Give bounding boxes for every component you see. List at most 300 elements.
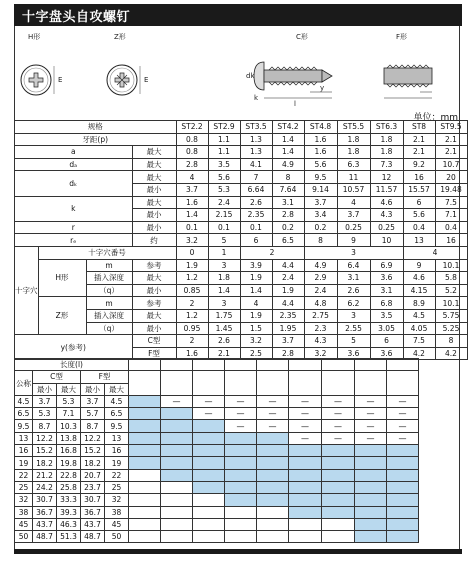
unavailable-dash-cell: —: [193, 408, 225, 420]
table-row: [15, 432, 419, 444]
length-cmin-cell: 48.7: [33, 531, 57, 543]
available-cell: [225, 469, 257, 481]
length-nom-cell: 19: [15, 457, 33, 469]
table-cell: 1.8: [337, 146, 370, 159]
bottom-bar: [14, 549, 462, 554]
min-header: 最小: [33, 383, 57, 395]
table-cell: 0.1: [240, 221, 272, 234]
table-row: [15, 196, 468, 209]
available-cell: [387, 518, 419, 530]
table-cell: 2: [176, 335, 208, 348]
blank-cell: [257, 359, 289, 371]
blank-cell: [129, 518, 161, 530]
length-fmax-cell: 16: [105, 445, 129, 457]
table-row: [15, 445, 419, 457]
unavailable-dash-cell: —: [257, 408, 289, 420]
size-header-cell: ST9.5: [435, 121, 467, 134]
length-cmin-cell: 15.2: [33, 445, 57, 457]
blank-cell: [129, 494, 161, 506]
available-cell: [355, 481, 387, 493]
row-label: y(参考): [15, 335, 133, 360]
available-cell: [257, 432, 289, 444]
table-cell: 4.5: [403, 309, 435, 322]
row-sublabel: 最小: [132, 209, 176, 222]
table-cell: 1.8: [337, 133, 370, 146]
table-cell: 10.1: [435, 297, 467, 310]
table-cell: 7.5: [403, 335, 435, 348]
length-fmax-cell: 6.5: [105, 408, 129, 420]
size-header-cell: ST6.3: [370, 121, 403, 134]
length-nom-cell: 13: [15, 432, 33, 444]
length-nom-cell: 25: [15, 481, 33, 493]
length-cmax-cell: 25.8: [57, 481, 81, 493]
length-cmin-cell: 18.2: [33, 457, 57, 469]
recess-no-cell: 4: [403, 246, 467, 259]
table-cell: 4.2: [435, 347, 467, 360]
blank-cell: [225, 531, 257, 543]
table-cell: 1.6: [304, 133, 337, 146]
table-cell: 1.4: [272, 133, 304, 146]
size-header-cell: ST2.9: [208, 121, 240, 134]
available-cell: [387, 531, 419, 543]
available-cell: [355, 469, 387, 481]
blank-cell: [161, 494, 193, 506]
length-nom-cell: 16: [15, 445, 33, 457]
length-fmin-cell: 3.7: [81, 395, 105, 407]
table-cell: 3.6: [370, 347, 403, 360]
table-cell: 0.2: [304, 221, 337, 234]
row-sublabel: 最大: [132, 171, 176, 184]
e-label-h: E: [58, 76, 63, 84]
table-cell: 5.6: [403, 209, 435, 222]
blank-cell: [161, 531, 193, 543]
blank-cell: [289, 531, 322, 543]
table-cell: 11.57: [370, 183, 403, 196]
z-head-icon: [107, 65, 137, 95]
length-cmin-cell: 3.7: [33, 395, 57, 407]
available-cell: [387, 506, 419, 518]
length-cmax-cell: 16.8: [57, 445, 81, 457]
blank-cell: [225, 371, 257, 396]
row-label: a: [15, 146, 133, 159]
blank-cell: [193, 494, 225, 506]
row-label: k: [15, 196, 133, 221]
length-table: [14, 358, 419, 543]
max-header: 最大: [57, 383, 81, 395]
table-cell: 4.3: [370, 209, 403, 222]
row-sublabel: 最小: [132, 221, 176, 234]
available-cell: [129, 457, 161, 469]
length-fmin-cell: 12.2: [81, 432, 105, 444]
unit-label: 单位：mm: [413, 113, 458, 123]
table-cell: 2.4: [208, 196, 240, 209]
table-cell: 9.2: [403, 158, 435, 171]
row-label: dₐ: [15, 158, 133, 171]
f-type-label: F形: [396, 33, 408, 41]
table-row: [15, 234, 468, 247]
table-cell: 4.2: [403, 347, 435, 360]
unavailable-dash-cell: —: [225, 408, 257, 420]
blank-cell: [161, 518, 193, 530]
table-cell: 3: [337, 309, 370, 322]
available-cell: [129, 420, 161, 432]
blank-cell: [355, 359, 387, 371]
table-cell: 4.15: [403, 284, 435, 297]
blank-cell: [355, 371, 387, 396]
length-fmin-cell: 18.2: [81, 457, 105, 469]
length-nom-cell: 45: [15, 518, 33, 530]
length-fmax-cell: 13: [105, 432, 129, 444]
page-title: 十字盘头自攻螺钉: [22, 10, 131, 25]
length-cmin-cell: 21.2: [33, 469, 57, 481]
table-cell: 3.9: [240, 259, 272, 272]
length-cmax-cell: 5.3: [57, 395, 81, 407]
table-cell: 1.8: [370, 146, 403, 159]
available-cell: [161, 469, 193, 481]
available-cell: [322, 457, 355, 469]
unavailable-dash-cell: —: [387, 420, 419, 432]
length-fmin-cell: 30.7: [81, 494, 105, 506]
table-cell: 5.25: [435, 322, 467, 335]
table-cell: 2.8: [176, 158, 208, 171]
screw-diagrams: [14, 30, 460, 112]
length-fmax-cell: 19: [105, 457, 129, 469]
c-screw-icon: [254, 62, 332, 98]
blank-cell: [289, 359, 322, 371]
table-cell: 1.9: [272, 284, 304, 297]
recess-group-label: 十字穴: [15, 246, 39, 334]
unavailable-dash-cell: —: [289, 420, 322, 432]
row-sublabel: F型: [132, 347, 176, 360]
table-cell: 2.9: [304, 272, 337, 285]
available-cell: [387, 457, 419, 469]
length-cmin-cell: 43.7: [33, 518, 57, 530]
length-cmax-cell: 10.3: [57, 420, 81, 432]
blank-cell: [225, 506, 257, 518]
available-cell: [257, 494, 289, 506]
table-row: [15, 420, 419, 432]
row-sublabel: 最小: [132, 322, 176, 335]
table-cell: 3.2: [240, 335, 272, 348]
available-cell: [257, 481, 289, 493]
table-cell: 4.4: [272, 259, 304, 272]
table-cell: 4.4: [272, 297, 304, 310]
table-cell: 4.9: [304, 259, 337, 272]
table-cell: 3.7: [272, 335, 304, 348]
blank-cell: [225, 518, 257, 530]
unavailable-dash-cell: —: [387, 408, 419, 420]
blank-cell: [322, 359, 355, 371]
length-cmin-cell: 12.2: [33, 432, 57, 444]
spec-table: [14, 120, 468, 360]
available-cell: [289, 445, 322, 457]
recess-no-cell: 1: [208, 246, 240, 259]
recess-type-label: H形: [38, 259, 86, 297]
length-cmax-cell: 39.3: [57, 506, 81, 518]
unavailable-dash-cell: —: [225, 395, 257, 407]
row-label: m: [86, 259, 132, 272]
size-header-cell: ST4.8: [304, 121, 337, 134]
blank-cell: [129, 531, 161, 543]
table-cell: 16: [403, 171, 435, 184]
length-cmin-cell: 36.7: [33, 506, 57, 518]
table-row: [15, 335, 468, 348]
blank-cell: [193, 359, 225, 371]
table-cell: 3.05: [370, 322, 403, 335]
available-cell: [193, 481, 225, 493]
unavailable-dash-cell: —: [355, 408, 387, 420]
table-row: [15, 359, 419, 371]
length-fmin-cell: 36.7: [81, 506, 105, 518]
table-cell: 2.8: [272, 347, 304, 360]
table-row: [15, 518, 419, 530]
table-cell: 2.6: [240, 196, 272, 209]
table-cell: 9: [337, 234, 370, 247]
table-cell: 0.8: [176, 133, 208, 146]
table-cell: 3.6: [337, 347, 370, 360]
size-header-cell: ST8: [403, 121, 435, 134]
table-cell: 0.85: [176, 284, 208, 297]
blank-cell: [129, 371, 161, 396]
length-fmax-cell: 32: [105, 494, 129, 506]
table-cell: 3.7: [176, 183, 208, 196]
table-cell: 4: [176, 171, 208, 184]
table-cell: 4.6: [403, 272, 435, 285]
row-sublabel: 最大: [132, 272, 176, 285]
table-cell: 2.35: [272, 309, 304, 322]
available-cell: [355, 506, 387, 518]
row-sublabel: 参考: [132, 259, 176, 272]
available-cell: [387, 494, 419, 506]
table-cell: 7.5: [435, 196, 467, 209]
available-cell: [387, 481, 419, 493]
table-cell: 2: [176, 297, 208, 310]
table-cell: 4.8: [304, 297, 337, 310]
blank-cell: [161, 481, 193, 493]
table-cell: 3.1: [337, 272, 370, 285]
y-label: y: [320, 84, 325, 92]
unavailable-dash-cell: —: [387, 395, 419, 407]
length-nom-cell: 50: [15, 531, 33, 543]
available-cell: [322, 469, 355, 481]
size-header-cell: ST3.5: [240, 121, 272, 134]
row-label: r: [15, 221, 133, 234]
h-head-icon: [21, 65, 51, 95]
table-cell: 5.8: [435, 272, 467, 285]
table-cell: 7.3: [370, 158, 403, 171]
available-cell: [225, 432, 257, 444]
table-cell: 9.14: [304, 183, 337, 196]
table-cell: 2.4: [304, 284, 337, 297]
table-cell: 4.9: [272, 158, 304, 171]
available-cell: [289, 469, 322, 481]
unavailable-dash-cell: —: [322, 395, 355, 407]
available-cell: [129, 432, 161, 444]
table-cell: 1.8: [208, 272, 240, 285]
e-label-z: E: [144, 76, 149, 84]
unavailable-dash-cell: —: [322, 420, 355, 432]
recess-no-cell: 3: [304, 246, 403, 259]
blank-cell: [289, 518, 322, 530]
unavailable-dash-cell: —: [161, 395, 193, 407]
recess-no-label: 十字穴番号: [38, 246, 176, 259]
table-cell: 1.6: [304, 146, 337, 159]
length-header: 长度(l): [15, 359, 129, 371]
table-cell: 0.25: [337, 221, 370, 234]
blank-cell: [193, 531, 225, 543]
recess-type-label: Z形: [38, 297, 86, 335]
row-label: （q）: [86, 322, 132, 335]
blank-cell: [322, 518, 355, 530]
available-cell: [193, 420, 225, 432]
length-fmin-cell: 8.7: [81, 420, 105, 432]
table-cell: 0.25: [370, 221, 403, 234]
table-cell: 6.5: [272, 234, 304, 247]
available-cell: [161, 457, 193, 469]
available-cell: [355, 494, 387, 506]
table-cell: 1.4: [176, 209, 208, 222]
table-cell: 6.9: [370, 259, 403, 272]
table-cell: 4: [240, 297, 272, 310]
available-cell: [322, 481, 355, 493]
length-nom-cell: 22: [15, 469, 33, 481]
length-nom-cell: 6.5: [15, 408, 33, 420]
table-cell: 8: [435, 335, 467, 348]
unavailable-dash-cell: —: [193, 395, 225, 407]
size-header-cell: ST5.5: [337, 121, 370, 134]
row-sublabel: 最大: [132, 196, 176, 209]
blank-cell: [289, 371, 322, 396]
table-row: [15, 146, 468, 159]
length-fmin-cell: 43.7: [81, 518, 105, 530]
table-cell: 0.1: [208, 221, 240, 234]
table-cell: 6: [370, 335, 403, 348]
length-cmin-cell: 8.7: [33, 420, 57, 432]
table-cell: 1.6: [176, 347, 208, 360]
table-cell: 13: [403, 234, 435, 247]
table-row: [15, 531, 419, 543]
available-cell: [129, 445, 161, 457]
f-screw-icon: [384, 65, 432, 98]
table-row: [15, 171, 468, 184]
blank-cell: [161, 359, 193, 371]
available-cell: [225, 445, 257, 457]
table-cell: 2.1: [403, 146, 435, 159]
available-cell: [289, 494, 322, 506]
table-cell: 5: [337, 335, 370, 348]
row-sublabel: 最小: [132, 183, 176, 196]
available-cell: [225, 457, 257, 469]
length-fmax-cell: 22: [105, 469, 129, 481]
table-cell: 2.75: [304, 309, 337, 322]
table-cell: 7: [240, 171, 272, 184]
table-cell: 2.6: [208, 335, 240, 348]
available-cell: [322, 445, 355, 457]
row-label: m: [86, 297, 132, 310]
table-cell: 1.4: [272, 146, 304, 159]
available-cell: [355, 531, 387, 543]
length-cmax-cell: 33.3: [57, 494, 81, 506]
length-fmin-cell: 15.2: [81, 445, 105, 457]
row-label: dₖ: [15, 171, 133, 196]
table-cell: 7.64: [272, 183, 304, 196]
blank-cell: [257, 371, 289, 396]
blank-cell: [257, 518, 289, 530]
table-row: [15, 469, 419, 481]
table-cell: 4.6: [370, 196, 403, 209]
table-cell: 0.1: [176, 221, 208, 234]
table-row: [15, 371, 419, 383]
table-cell: 4.3: [304, 335, 337, 348]
blank-cell: [193, 371, 225, 396]
length-fmin-cell: 20.7: [81, 469, 105, 481]
table-cell: 1.1: [208, 133, 240, 146]
blank-cell: [257, 531, 289, 543]
table-cell: 2.6: [337, 284, 370, 297]
table-cell: 5.75: [435, 309, 467, 322]
table-row: [15, 506, 419, 518]
available-cell: [257, 457, 289, 469]
table-row: [15, 494, 419, 506]
length-nom-cell: 32: [15, 494, 33, 506]
blank-cell: [387, 371, 419, 396]
table-cell: 1.45: [208, 322, 240, 335]
blank-cell: [193, 518, 225, 530]
screw-drawing-svg: [14, 30, 460, 112]
table-cell: 8: [272, 171, 304, 184]
blank-cell: [193, 506, 225, 518]
length-fmax-cell: 4.5: [105, 395, 129, 407]
table-cell: 2.4: [272, 272, 304, 285]
row-sublabel: 最大: [132, 158, 176, 171]
length-fmax-cell: 9.5: [105, 420, 129, 432]
row-sublabel: 约: [132, 234, 176, 247]
blank-cell: [387, 359, 419, 371]
table-cell: 6.8: [370, 297, 403, 310]
length-cmax-cell: 19.8: [57, 457, 81, 469]
table-cell: 11: [337, 171, 370, 184]
table-cell: 1.9: [240, 309, 272, 322]
table-cell: 2.55: [337, 322, 370, 335]
unavailable-dash-cell: —: [289, 408, 322, 420]
c-type-label: C形: [296, 33, 308, 41]
table-cell: 9.5: [304, 171, 337, 184]
table-cell: 5: [208, 234, 240, 247]
table-cell: 5.3: [208, 183, 240, 196]
length-fmin-cell: 23.7: [81, 481, 105, 493]
unavailable-dash-cell: —: [355, 395, 387, 407]
table-cell: 0.4: [435, 221, 467, 234]
table-cell: 2.15: [208, 209, 240, 222]
unavailable-dash-cell: —: [387, 432, 419, 444]
max-header: 最大: [105, 383, 129, 395]
table-cell: 10.1: [435, 259, 467, 272]
table-cell: 5.6: [304, 158, 337, 171]
table-cell: 3.4: [304, 209, 337, 222]
available-cell: [387, 469, 419, 481]
available-cell: [193, 445, 225, 457]
table-cell: 2.1: [403, 133, 435, 146]
blank-cell: [129, 481, 161, 493]
unavailable-dash-cell: —: [257, 420, 289, 432]
available-cell: [322, 494, 355, 506]
row-label: 牙距(p): [15, 133, 177, 146]
table-row: [15, 259, 468, 272]
table-cell: 6.64: [240, 183, 272, 196]
table-cell: 8.9: [403, 297, 435, 310]
dk-label: dk: [246, 72, 255, 80]
table-cell: 3.6: [370, 272, 403, 285]
